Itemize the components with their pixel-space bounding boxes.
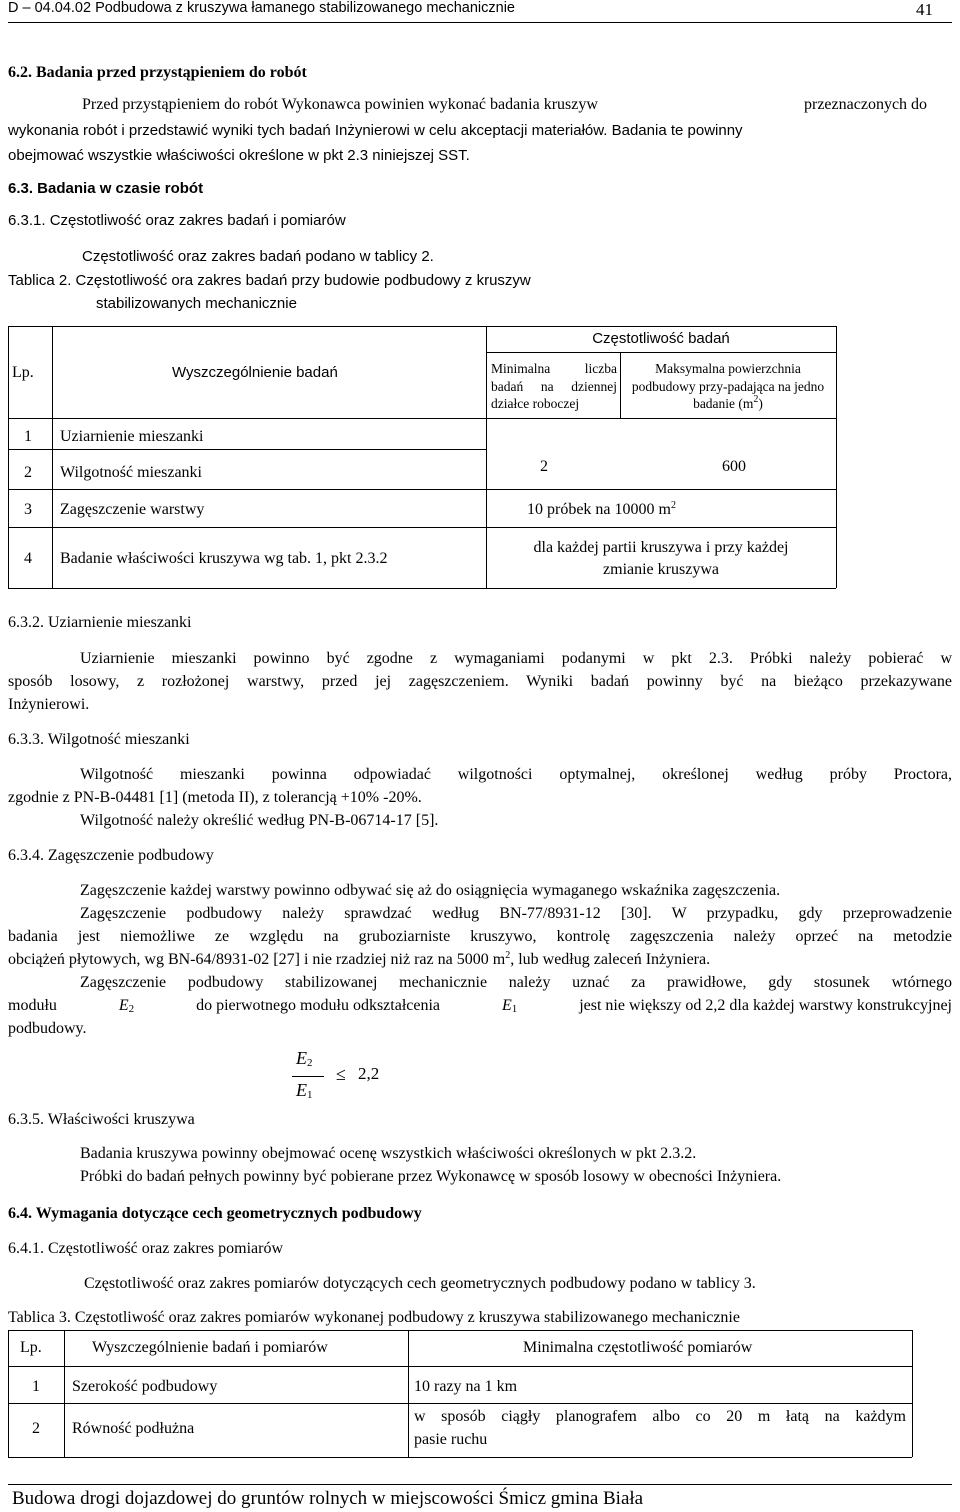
subsection-heading-6-3-1: 6.3.1. Częstotliwość oraz zakres badań i pomiarów — [8, 212, 346, 229]
paragraph-6-3-4-line1: Zagęszczenie każdej warstwy powinno odbywać się aż do osiągnięcia wymaganego wskaźnika zagęszczenia. — [80, 882, 781, 899]
table2-caption-line2: stabilizowanych mechanicznie — [96, 295, 297, 312]
subsection-heading-6-4-1: 6.4.1. Częstotliwość oraz zakres pomiarów — [8, 1240, 284, 1257]
paragraph-6-3-3-line2: zgodnie z PN-B-04481 [1] (metoda II), z tolerancją +10% -20%. — [8, 789, 422, 806]
table2-col-frequency: Częstotliwość badań — [592, 330, 730, 347]
subsection-heading-6-3-3: 6.3.3. Wilgotność mieszanki — [8, 731, 190, 748]
table2-row4-value: dla każdej partii kruszywa i przy każdej zmianie kruszywa — [533, 539, 789, 578]
paragraph-6-3-3-line3: Wilgotność należy określić według PN-B-06714-17 [5]. — [80, 812, 439, 829]
subsection-heading-6-3-4: 6.3.4. Zagęszczenie podbudowy — [8, 847, 214, 864]
section-heading-6-3: 6.3. Badania w czasie robót — [8, 180, 204, 197]
table2-col-description: Wyszczególnienie badań — [172, 364, 338, 381]
footer-rule — [8, 1484, 952, 1485]
table2-row3-value: 10 próbek na 10000 $m^2$ — [527, 500, 676, 518]
table2-caption-line1: Tablica 2. Częstotliwość ora zakres badań przy budowie podbudowy z kruszyw — [8, 272, 531, 289]
header-rule — [8, 22, 952, 23]
table-row: Uziarnienie mieszanki — [60, 428, 204, 445]
table-row: Badanie właściwości kruszywa wg tab. 1, pkt 2.3.2 — [60, 550, 388, 567]
paragraph-6-3-4-line6: modułu $E_2$ do pierwotnego modułu odkształcenia $E_1$ jest nie większy od 2,2 dla każdej warstwy konstrukcyjnej — [8, 997, 952, 1015]
table2-min-value: 2 — [540, 458, 548, 475]
paragraph-6-4-1: Częstotliwość oraz zakres pomiarów dotyczących cech geometrycznych podbudowy podano w tablicy 3. — [84, 1275, 756, 1292]
footer-text: Budowa drogi dojazdowej do gruntów rolnych w miejscowości Śmicz gmina Biała — [12, 1488, 644, 1509]
paragraph-6-3-4-line4: obciążeń płytowych, wg BN-64/8931-02 [27] i nie rzadziej niż raz na 5000 $m^2$, lub według zaleceń Inżyniera. — [8, 950, 711, 968]
paragraph-6-3-4-line7: podbudowy. — [8, 1020, 87, 1037]
paragraph-6-2-line1-right: przeznaczonych do — [804, 96, 928, 113]
table3-caption: Tablica 3. Częstotliwość oraz zakres pomiarów wykonanej podbudowy z kruszywa stabilizowanego mechanicznie — [8, 1309, 740, 1326]
table-row: 2 — [32, 1420, 40, 1437]
table-row: 1 — [24, 428, 32, 445]
subsection-6-3-1-text: Częstotliwość oraz zakres badań podano w tablicy 2. — [82, 248, 434, 265]
paragraph-6-3-2-line3: Inżynierowi. — [8, 696, 90, 713]
running-header: D – 04.04.02 Podbudowa z kruszywa łamanego stabilizowanego mechanicznie — [8, 0, 515, 16]
paragraph-6-3-4-line5: Zagęszczenie podbudowy stabilizowanej mechanicznie należy uznać za prawidłowe, gdy stosunek wtórnego — [80, 974, 952, 991]
table-row: 3 — [24, 501, 32, 518]
paragraph-6-3-2-line2: sposób losowy, z rozłożonej warstwy, przed jej zagęszczeniem. Wyniki badań powinny być na bieżąco przekazywane — [8, 673, 952, 690]
table-row: 2 — [24, 464, 32, 481]
paragraph-6-3-5-line1: Badania kruszywa powinny obejmować ocenę wszystkich właściwości określonych w pkt 2.3.2. — [80, 1145, 697, 1162]
table3-col-lp: Lp. — [20, 1339, 42, 1356]
section-heading-6-4: 6.4. Wymagania dotyczące cech geometrycznych podbudowy — [8, 1205, 422, 1222]
table-row: Równość podłużna — [72, 1420, 195, 1437]
paragraph-6-2-line2: wykonania robót i przedstawić wyniki tych badań Inżynierowi w celu akceptacji materiałów. Badania te powinny — [8, 122, 743, 139]
paragraph-6-2-line1-left: Przed przystąpieniem do robót Wykonawca powinien wykonać badania kruszyw — [82, 96, 598, 113]
subsection-heading-6-3-2: 6.3.2. Uziarnienie mieszanki — [8, 614, 192, 631]
paragraph-6-2-line3: obejmować wszystkie właściwości określone w pkt 2.3 niniejszej SST. — [8, 147, 470, 164]
table2-col-max-area: Maksymalna powierzchnia podbudowy przy-padająca na jedno badanie $(m^2)$ — [631, 361, 825, 411]
page-number: 41 — [916, 0, 933, 19]
table-row: pasie ruchu — [414, 1431, 488, 1448]
table2-col-min-count: Minimalna liczba badań na dziennej działce roboczej — [491, 361, 617, 411]
table3-col-description: Wyszczególnienie badań i pomiarów — [92, 1339, 328, 1356]
table-row: 1 — [32, 1378, 40, 1395]
paragraph-6-3-3-line1: Wilgotność mieszanki powinna odpowiadać wilgotności optymalnej, określonej według próby Proctora, — [80, 766, 952, 783]
table-row: w sposób ciągły planografem albo co 20 m łatą na każdym — [414, 1408, 906, 1425]
section-heading-6-2: 6.2. Badania przed przystąpieniem do robót — [8, 64, 307, 81]
table-row: Zagęszczenie warstwy — [60, 501, 205, 518]
table3-col-frequency: Minimalna częstotliwość pomiarów — [523, 1339, 753, 1356]
paragraph-6-3-5-line2: Próbki do badań pełnych powinny być pobierane przez Wykonawcę w sposób losowy w obecności Inżyniera. — [80, 1168, 782, 1185]
table-row: 10 razy na 1 km — [414, 1378, 518, 1395]
table2-col-lp: Lp. — [12, 364, 34, 381]
table2-max-value: 600 — [722, 458, 746, 475]
paragraph-6-3-4-line3: badania jest niemożliwe ze względu na gruboziarniste kruszywo, kontrolę zagęszczenia należy oprzeć na metodzie — [8, 928, 952, 945]
subsection-heading-6-3-5: 6.3.5. Właściwości kruszywa — [8, 1111, 195, 1128]
table-row: 4 — [24, 550, 32, 567]
table-row: Szerokość podbudowy — [72, 1378, 218, 1395]
paragraph-6-3-4-line2: Zagęszczenie podbudowy należy sprawdzać według BN-77/8931-12 [30]. W przypadku, gdy przeprowadzenie — [80, 905, 952, 922]
table-row: Wilgotność mieszanki — [60, 464, 202, 481]
paragraph-6-3-2-line1: Uziarnienie mieszanki powinno być zgodne z wymaganiami podanymi w pkt 2.3. Próbki należy pobierać w — [80, 650, 952, 667]
